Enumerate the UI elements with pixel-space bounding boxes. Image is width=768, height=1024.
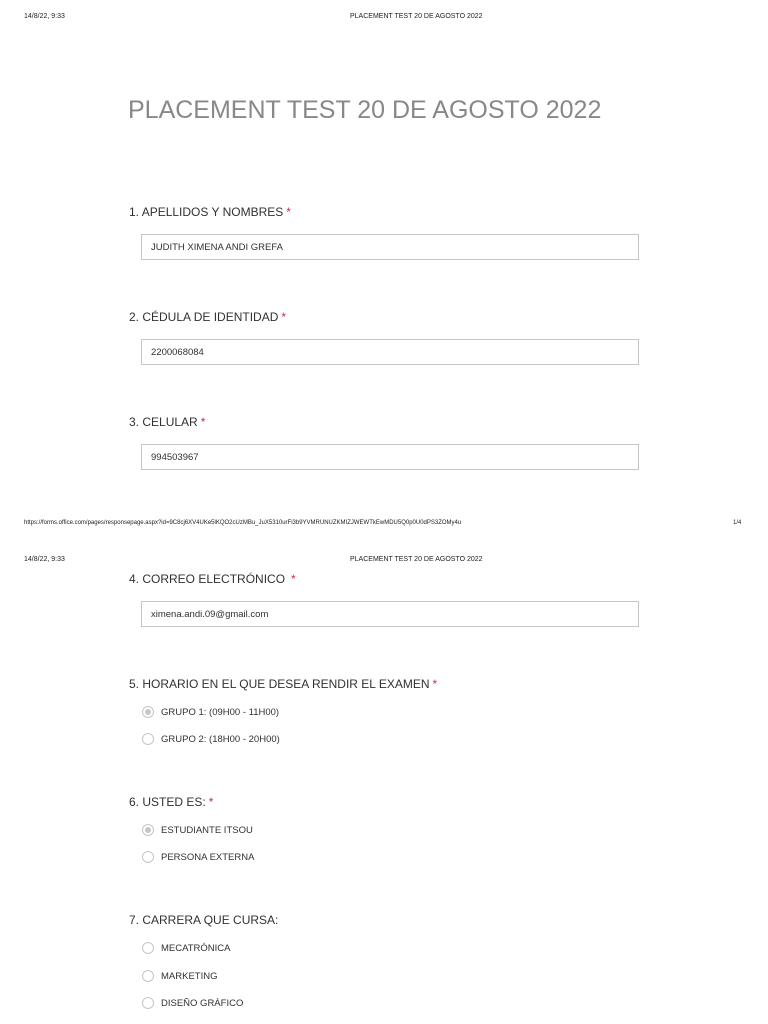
question-2-answer-field[interactable] bbox=[141, 339, 639, 365]
question-6-option-2[interactable] bbox=[142, 850, 254, 864]
question-6-title: 6. USTED ES: * bbox=[129, 795, 214, 809]
required-marker: * bbox=[291, 572, 296, 586]
option-label: GRUPO 1: (09H00 - 11H00) bbox=[161, 706, 280, 718]
option-label: ESTUDIANTE ITSOU bbox=[161, 824, 253, 836]
required-marker: * bbox=[200, 415, 206, 429]
question-7-option-2[interactable] bbox=[142, 969, 217, 983]
question-3-answer-field[interactable] bbox=[141, 444, 639, 470]
question-2-title: 2. CÉDULA DE IDENTIDAD * bbox=[129, 310, 287, 324]
radio-button[interactable] bbox=[142, 970, 154, 982]
question-7-option-1[interactable] bbox=[142, 941, 231, 955]
question-4-answer: ximena.andi.09@gmail.com bbox=[151, 609, 269, 620]
option-label: GRUPO 2: (18H00 - 20H00) bbox=[161, 733, 280, 745]
question-2-answer: 2200068084 bbox=[151, 347, 204, 358]
question-3-title: 3. CELULAR * bbox=[129, 415, 206, 429]
option-label: MECATRÓNICA bbox=[161, 942, 231, 954]
question-3-answer: 994503967 bbox=[151, 452, 199, 463]
print-footer-page-number: 1/4 bbox=[733, 520, 742, 526]
required-marker: * bbox=[286, 205, 291, 219]
question-7-option-3[interactable] bbox=[142, 996, 243, 1010]
question-4-answer-field[interactable] bbox=[141, 601, 639, 627]
radio-button[interactable] bbox=[142, 851, 154, 863]
option-label: PERSONA EXTERNA bbox=[161, 851, 255, 863]
radio-button[interactable] bbox=[142, 942, 154, 954]
required-marker: * bbox=[281, 310, 287, 324]
radio-button[interactable] bbox=[142, 997, 154, 1009]
question-6-option-1[interactable] bbox=[142, 823, 253, 837]
question-7-title: 7. CARRERA QUE CURSA: bbox=[129, 913, 279, 927]
option-label: MARKETING bbox=[161, 970, 218, 982]
option-label: DISEÑO GRÁFICO bbox=[161, 997, 244, 1009]
print-header-datetime: 14/8/22, 9:33 bbox=[24, 556, 65, 563]
print-header-datetime: 14/8/22, 9:33 bbox=[24, 13, 65, 20]
required-marker: * bbox=[432, 677, 438, 691]
question-5-option-2[interactable] bbox=[142, 732, 280, 746]
radio-button-selected[interactable] bbox=[142, 824, 154, 836]
radio-button[interactable] bbox=[142, 733, 154, 745]
question-4-title: 4. CORREO ELECTRÓNICO * bbox=[129, 572, 296, 586]
radio-button-selected[interactable] bbox=[142, 706, 154, 718]
question-1-answer-field[interactable] bbox=[141, 234, 639, 260]
print-header-title: PLACEMENT TEST 20 DE AGOSTO 2022 bbox=[350, 556, 483, 563]
print-header-title: PLACEMENT TEST 20 DE AGOSTO 2022 bbox=[350, 13, 483, 20]
form-title: PLACEMENT TEST 20 DE AGOSTO 2022 bbox=[128, 96, 602, 124]
question-1-title: 1. APELLIDOS Y NOMBRES * bbox=[129, 205, 291, 219]
required-marker: * bbox=[208, 795, 214, 809]
question-5-option-1[interactable] bbox=[142, 705, 279, 719]
print-footer-url: https://forms.office.com/pages/responsepage.aspx?id=9C8cj6XV4UKe5lKQO2cUzMBu_JuX5310urFi3b9YVMRUNUZKMIZJWEWTkEwMDU5Q0p0U0dPS3ZOMy4u bbox=[24, 520, 462, 526]
question-1-answer: JUDITH XIMENA ANDI GREFA bbox=[151, 242, 283, 253]
question-5-title: 5. HORARIO EN EL QUE DESEA RENDIR EL EXAMEN * bbox=[129, 677, 438, 691]
